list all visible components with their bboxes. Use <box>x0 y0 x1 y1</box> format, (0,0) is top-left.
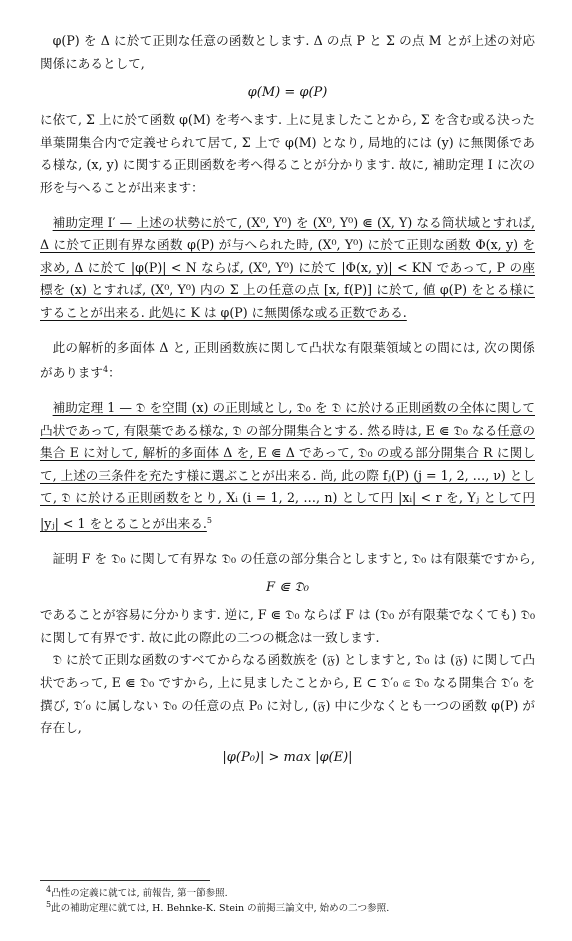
paragraph-3 <box>40 337 535 385</box>
paragraph-2: に依て, Σ 上に於て函数 φ(M) を考へます. 上に見ましたことから, Σ を含む或る決った単葉開集合内で定義せられて居て, Σ 上で φ(M) となり, 局地的には (y) に無関係である様な, (x, y) に関する正則函数を考へ得ることが分かります. 故に, 補助定理 I に次の形を与へることが出来ます： <box>40 112 535 195</box>
footnote-divider <box>40 880 210 881</box>
equation-2: F ⋐ 𝔇₀ <box>265 580 310 596</box>
footnote-ref-5: 5 <box>206 515 212 525</box>
footnote-5-mark: 5 <box>46 900 52 909</box>
paragraph-3-text: 此の解析的多面体 Δ と, 正則函数族に関して凸状な有限葉領域との間には, 次の関係があります <box>40 339 535 381</box>
lemma-1-text: 補助定理 1 — 𝔇 を空間 (x) の正則域とし, 𝔇₀ を 𝔇 に於ける正則函数の全体に関して凸状であって, 有限葉である様な, 𝔇 の部分開集合とする. 然る時は, E ⋐ 𝔇₀ なる任意の集合 E に対して, 解析的多面体 Δ を, E ⋐ Δ であって, 𝔇₀ の或る部分開集合 R に関して, 上述の三条件を充たす様に選ぶことが出来る. 尚, 此の際 fⱼ(P) (j = 1, 2, …, ν) として, 𝔇 に於ける正則函数をとり, Xᵢ (i = 1, 2, …, n) として円 |xᵢ| < r を, Yⱼ として円 |yⱼ| < 1 をとることが出来る. <box>40 399 535 532</box>
footnote-4-text: 凸性の定義に就ては, 前報告, 第一節参照. <box>51 888 228 900</box>
equation-1: φ(M) = φ(P) <box>247 85 328 101</box>
paragraph-1: φ(P) を Δ に於て正則な任意の函数とします. Δ の点 P と Σ の点 M とが上述の対応関係にあるとして, <box>40 33 535 71</box>
paragraph-6: 𝔇 に於て正則な函数のすべてからなる函数族を (𝔉) としますと, 𝔇₀ は (𝔉) に関して凸状であって, E ⋐ 𝔇₀ ですから, 上に見ましたことから, E ⊂ 𝔇′₀ ⋐ 𝔇₀ なる開集合 𝔇′₀ を撰び, 𝔇′₀ に属しない 𝔇₀ の任意の点 P₀ に対し, (𝔉) 中に少なくとも一つの函数 φ(P) が存在し, <box>40 652 535 736</box>
page-body <box>40 30 535 774</box>
footnote-5-text: 此の補助定理に就ては, H. Behnke-K. Stein の前掲三論文中, 始めの二つ参照. <box>51 903 390 915</box>
paragraph-5: であることが容易に分かります. 逆に, F ⋐ 𝔇₀ ならば F は (𝔇₀ が有限葉でなくても) 𝔇₀ に関して有界です. 故に此の際此の二つの概念は一致します. <box>40 607 535 645</box>
footnote-5 <box>46 898 389 915</box>
paragraph-3-end: ： <box>108 365 121 381</box>
footnote-ref-4: 4 <box>102 365 109 375</box>
paragraph-4: 証明 F を 𝔇₀ に関して有界な 𝔇₀ の任意の部分集合としますと, 𝔇₀ は有限葉ですから, <box>52 550 535 566</box>
lemma-I-prime <box>40 212 535 325</box>
lemma-I-prime-text: 補助定理 I′ — 上述の状勢に於て, (X⁰, Y⁰) を (X⁰, Y⁰) ⋐ (X, Y) なる筒状域とすれば, Δ に於て正則有界な函数 φ(P) が与へられた時, (X⁰, Y⁰) に於て正則な函数 Φ(x, y) を求め, Δ に於て |φ(P)| < N ならば, (X⁰, Y⁰) に於て |Φ(x, y)| < KN であって, P の座標を (x) とすれば, (X⁰, Y⁰) 内の Σ 上の任意の点 [x, f(P)] に於て, 値 φ(P) をとる様にすることが出来る. 此処に K は φ(P) に無関係な或る正数である. <box>40 214 535 320</box>
lemma-1 <box>40 397 535 536</box>
footnote-4-mark: 4 <box>46 885 52 894</box>
equation-3: |φ(P₀)| > max |φ(E)| <box>222 749 353 765</box>
